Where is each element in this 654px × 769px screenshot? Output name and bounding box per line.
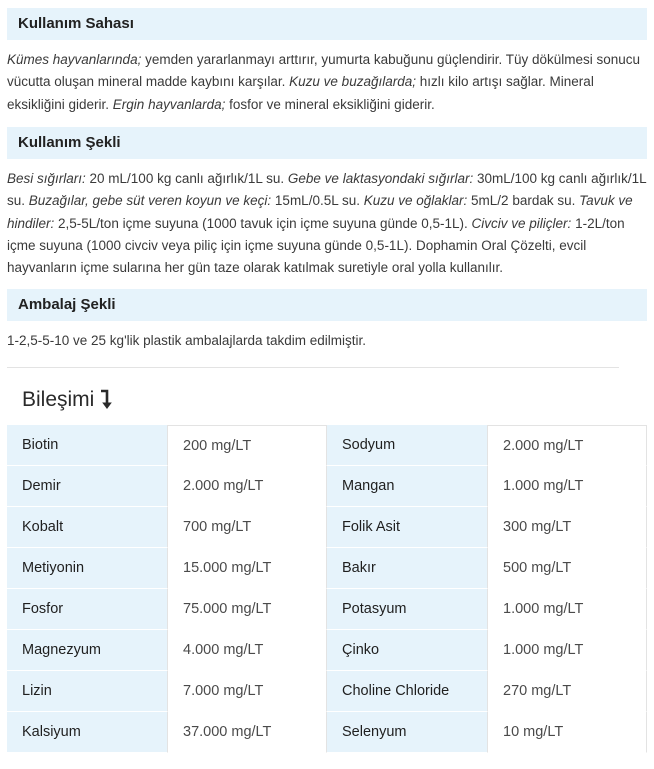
arrow-down-icon — [99, 389, 113, 411]
usage-form-term-0: Besi sığırları: — [7, 171, 86, 186]
ingredient-amount: 75.000 mg/LT — [167, 589, 327, 630]
ingredient-amount: 4.000 mg/LT — [167, 630, 327, 671]
ingredient-name: Mangan — [327, 466, 487, 507]
usage-area-term-1: Kuzu ve buzağılarda; — [289, 74, 416, 90]
table-row — [7, 425, 647, 466]
composition-table — [7, 425, 647, 753]
ingredient-name: Folik Asit — [327, 507, 487, 548]
usage-form-desc-1: 30mL/100 kg canlı ağırlık/1L su. — [7, 171, 647, 209]
packaging-heading: Ambalaj Şekli — [7, 289, 647, 321]
usage-form-term-2: Buzağılar, gebe süt veren koyun ve keçi: — [28, 193, 272, 209]
packaging-text: 1-2,5-5-10 ve 25 kg'lik plastik ambalajlarda takdim edilmiştir. — [7, 333, 366, 348]
table-row — [7, 712, 647, 753]
usage-form-desc-3: 5mL/2 bardak su. — [467, 193, 580, 209]
table-row — [7, 548, 647, 589]
ingredient-name: Bakır — [327, 548, 487, 589]
usage-area-text — [7, 49, 647, 116]
ingredient-amount: 500 mg/LT — [487, 548, 647, 589]
ingredient-name: Choline Chloride — [327, 671, 487, 712]
composition-heading[interactable] — [22, 385, 113, 415]
usage-area-heading: Kullanım Sahası — [7, 8, 647, 40]
table-row — [7, 589, 647, 630]
usage-form-desc-0: 20 mL/100 kg canlı ağırlık/1L su. — [85, 171, 288, 186]
ingredient-name: Kalsiyum — [7, 712, 167, 753]
usage-area-desc-2: fosfor ve mineral eksikliğini giderir. — [225, 96, 435, 112]
usage-form-term-4: Tavuk ve hindiler: — [7, 193, 633, 231]
usage-area-term-2: Ergin hayvanlarda; — [112, 96, 226, 112]
table-row — [7, 671, 647, 712]
ingredient-name: Fosfor — [7, 589, 167, 630]
ingredient-name: Lizin — [7, 671, 167, 712]
ingredient-name: Biotin — [7, 425, 167, 466]
table-row — [7, 507, 647, 548]
ingredient-amount: 7.000 mg/LT — [167, 671, 327, 712]
usage-form-desc-5: 1-2L/ton içme suyuna (1000 civciv veya piliç için içme suyuna günde 0,5-1L). Dophamin Oral Çözelti, evcil hayvanların içme sularına her gün taze olarak katılmak suretiyle oral yolla kullanılır. — [7, 215, 625, 276]
ingredient-name: Demir — [7, 466, 167, 507]
divider — [7, 367, 619, 368]
ingredient-name: Metiyonin — [7, 548, 167, 589]
ingredient-name: Çinko — [327, 630, 487, 671]
usage-area-desc-0: yemden yararlanmayı arttırır, yumurta kabuğunu güçlendirir. Tüy dökülmesi sonucu vücutta oluşan mineral madde kaybını karşılar. — [7, 52, 641, 90]
composition-title: Bileşimi — [22, 388, 95, 411]
usage-area-desc-1: hızlı kilo artışı sağlar. Mineral eksikliğini giderir. — [7, 74, 594, 112]
usage-form-text — [7, 168, 647, 279]
table-row — [7, 466, 647, 507]
ingredient-amount: 270 mg/LT — [487, 671, 647, 712]
ingredient-amount: 2.000 mg/LT — [167, 466, 327, 507]
ingredient-amount: 300 mg/LT — [487, 507, 647, 548]
usage-form-heading: Kullanım Şekli — [7, 127, 647, 159]
table-row — [7, 630, 647, 671]
ingredient-amount: 15.000 mg/LT — [167, 548, 327, 589]
ingredient-amount: 700 mg/LT — [167, 507, 327, 548]
ingredient-amount: 1.000 mg/LT — [487, 589, 647, 630]
usage-form-desc-4: 2,5-5L/ton içme suyuna (1000 tavuk için içme suyuna günde 0,5-1L). — [54, 215, 472, 231]
usage-area-term-0: Kümes hayvanlarında; — [7, 52, 142, 67]
usage-form-term-3: Kuzu ve oğlaklar: — [363, 193, 468, 209]
ingredient-name: Kobalt — [7, 507, 167, 548]
ingredient-name: Sodyum — [327, 425, 487, 466]
ingredient-amount: 200 mg/LT — [167, 425, 327, 466]
ingredient-name: Selenyum — [327, 712, 487, 753]
ingredient-name: Magnezyum — [7, 630, 167, 671]
ingredient-name: Potasyum — [327, 589, 487, 630]
ingredient-amount: 1.000 mg/LT — [487, 630, 647, 671]
ingredient-amount: 10 mg/LT — [487, 712, 647, 753]
ingredient-amount: 37.000 mg/LT — [167, 712, 327, 753]
usage-form-desc-2: 15mL/0.5L su. — [271, 193, 364, 209]
usage-form-term-1: Gebe ve laktasyondaki sığırlar: — [287, 171, 474, 186]
ingredient-amount: 1.000 mg/LT — [487, 466, 647, 507]
ingredient-amount: 2.000 mg/LT — [487, 425, 647, 466]
usage-form-term-5: Civciv ve piliçler: — [471, 215, 572, 231]
